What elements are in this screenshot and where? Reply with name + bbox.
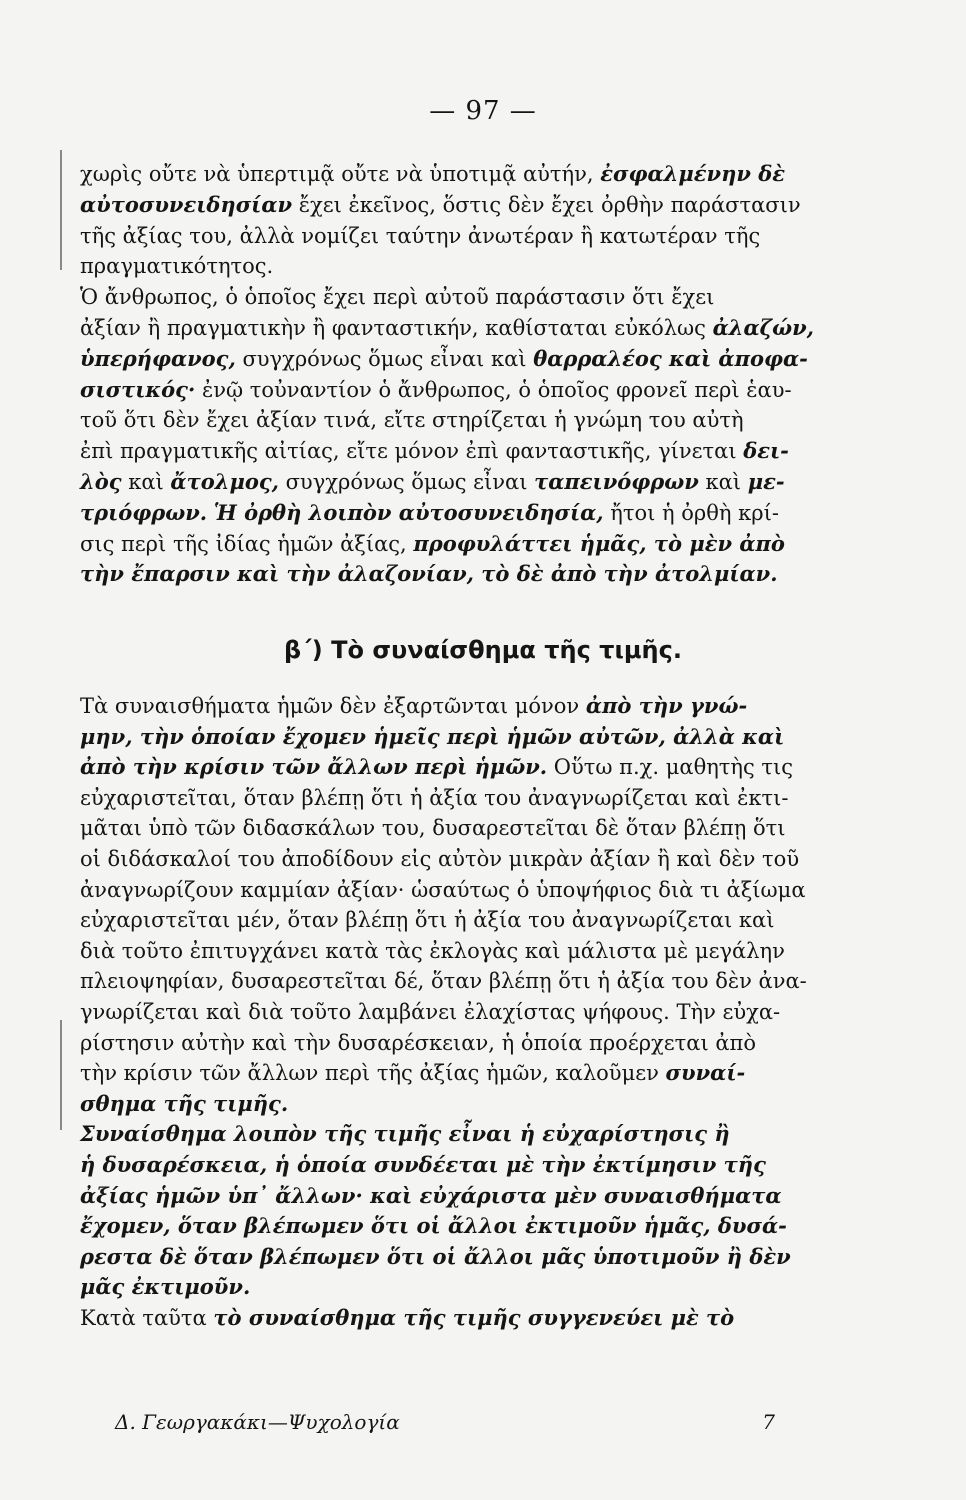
text-line bbox=[80, 252, 780, 280]
emphasis-text: τὸ συναίσθημα τῆς τιμῆς συγγενεύει μὲ τὸ bbox=[213, 1305, 735, 1330]
plain-text: ἐνῷ τοὐναντίον ὁ ἄνθρωπος, ὁ ὁποῖος φρονεῖ περὶ ἑαυ- bbox=[195, 377, 792, 402]
text-line bbox=[80, 1090, 780, 1118]
emphasis-text: ἀλαζών, bbox=[712, 315, 814, 340]
section-heading: β΄) Τὸ συναίσθημα τῆς τιμῆς. bbox=[284, 636, 682, 664]
emphasis-text: τριόφρων. bbox=[80, 499, 208, 525]
plain-text: Ὁ ἄνθρωπος, ὁ ὁποῖος ἔχει περὶ αὐτοῦ παράστασιν ὅτι ἔχει bbox=[80, 285, 715, 310]
plain-text: τοῦ ὅτι δὲν ἔχει ἀξίαν τινά, εἴτε στηρίζεται ἡ γνώμη του αὐτὴ bbox=[80, 408, 744, 433]
plain-text: πραγματικότητος. bbox=[80, 254, 274, 279]
plain-text: καὶ bbox=[121, 470, 171, 494]
plain-text: ἔχει ἐκεῖνος, ὅστις δὲν ἔχει ὀρθὴν παράστασιν bbox=[292, 192, 801, 217]
text-line bbox=[80, 937, 785, 965]
plain-text: τὴν κρίσιν τῶν ἄλλων περὶ τῆς ἀξίας ἡμῶν, καλοῦμεν bbox=[80, 1061, 666, 1086]
plain-text: χωρὶς οὔτε νὰ ὑπερτιμᾷ οὔτε νὰ ὑποτιμᾷ αὐτήν, bbox=[80, 162, 601, 186]
emphasis-text: ταπεινόφρων bbox=[534, 469, 699, 494]
emphasis-text: λὸς bbox=[80, 469, 122, 494]
text-line bbox=[80, 998, 780, 1026]
emphasis-text: τὴν ἔπαρσιν καὶ τὴν ἀλαζονίαν, τὸ δὲ ἀπὸ τὴν ἀτολμίαν. bbox=[80, 561, 778, 587]
text-line bbox=[80, 191, 801, 219]
text-line bbox=[80, 345, 808, 373]
text-line bbox=[80, 906, 780, 934]
plain-text: μᾶται ὑπὸ τῶν διδασκάλων του, δυσαρεστεῖται δὲ ὅταν βλέπῃ ὅτι bbox=[80, 816, 786, 841]
text-line bbox=[80, 692, 780, 720]
text-line bbox=[80, 1059, 780, 1087]
emphasis-text: δει- bbox=[743, 438, 789, 464]
emphasis-text: μην, τὴν ὁποίαν ἔχομεν ἡμεῖς περὶ ἡμῶν αὐτῶν, ἀλλὰ καὶ bbox=[80, 723, 785, 749]
plain-text: ἐπὶ πραγματικῆς αἰτίας, εἴτε μόνον ἐπὶ φανταστικῆς, γίνεται bbox=[80, 439, 744, 464]
emphasis-text: θαρραλέος καὶ ἀποφα- bbox=[533, 345, 808, 371]
text-line bbox=[80, 530, 785, 558]
emphasis-text: ὑπερήφανος, bbox=[80, 345, 236, 371]
page-number: — 97 — bbox=[429, 96, 537, 126]
emphasis-text: Συναίσθημα λοιπὸν τῆς τιμῆς εἶναι ἡ εὐχαρίστησις ἢ bbox=[80, 1121, 730, 1147]
emphasis-text: ρεστα δὲ ὅταν βλέπωμεν ὅτι οἱ ἄλλοι μᾶς ὑποτιμοῦν ἢ δὲν bbox=[80, 1243, 791, 1269]
text-line bbox=[80, 1304, 780, 1332]
text-line bbox=[80, 437, 789, 465]
text-line bbox=[80, 845, 800, 873]
plain-text: διὰ τοῦτο ἐπιτυγχάνει κατὰ τὰς ἐκλογὰς καὶ μάλιστα μὲ μεγάλην bbox=[80, 938, 785, 963]
emphasis-text: ἀπὸ τὴν κρίσιν τῶν ἄλλων περὶ ἡμῶν. bbox=[80, 754, 548, 780]
page-footer bbox=[115, 1410, 775, 1434]
text-line bbox=[80, 160, 786, 188]
text-line bbox=[80, 1212, 787, 1240]
text-line bbox=[80, 283, 780, 311]
plain-text: ἀναγνωρίζουν καμμίαν ἀξίαν· ὡσαύτως ὁ ὑποψήφιος διὰ τι ἀξίωμα bbox=[80, 877, 806, 902]
footer-author-title: Δ. Γεωργακάκι—Ψυχολογία bbox=[115, 1410, 400, 1434]
text-line bbox=[80, 406, 780, 434]
text-line bbox=[80, 784, 789, 812]
text-line bbox=[80, 723, 785, 751]
emphasis-text: ἀξίας ἡμῶν ὑπ᾿ ἄλλων· καὶ εὐχάριστα μὲν συναισθήματα bbox=[80, 1182, 782, 1208]
emphasis-text: Ἡ ὀρθὴ λοιπὸν αὐτοσυνειδησία, bbox=[213, 499, 604, 525]
plain-text: Τὰ συναισθήματα ἡμῶν δὲν ἐξαρτῶνται μόνον bbox=[80, 694, 586, 718]
text-line bbox=[80, 1273, 780, 1301]
plain-text: ἤτοι ἡ ὀρθὴ κρί- bbox=[603, 500, 779, 525]
plain-text: ἀξίαν ἢ πραγματικὴν ἢ φανταστικήν, καθίσταται εὐκόλως bbox=[80, 316, 713, 340]
plain-text: συγχρόνως ὅμως εἶναι bbox=[278, 470, 535, 494]
text-line bbox=[80, 1182, 780, 1210]
margin-line bbox=[60, 150, 62, 270]
plain-text bbox=[207, 501, 214, 525]
margin-line bbox=[60, 1020, 62, 1130]
emphasis-text: σιστικός· bbox=[80, 376, 196, 402]
emphasis-text: ἔχομεν, ὅταν βλέπωμεν ὅτι οἱ ἄλλοι ἐκτιμοῦν ἡμᾶς, δυσά- bbox=[80, 1213, 787, 1239]
text-line bbox=[80, 1120, 780, 1148]
text-line bbox=[80, 876, 806, 904]
plain-text: ρίστησιν αὐτὴν καὶ τὴν δυσαρέσκειαν, ἡ ὁποία προέρχεται ἀπὸ bbox=[80, 1030, 756, 1055]
text-line bbox=[80, 499, 780, 527]
plain-text: Κατὰ ταῦτα bbox=[80, 1306, 214, 1330]
plain-text: καὶ bbox=[698, 470, 748, 494]
text-line bbox=[80, 814, 786, 842]
text-line bbox=[80, 1029, 780, 1057]
emphasis-text: συναί- bbox=[665, 1060, 746, 1086]
plain-text: Οὕτω π.χ. μαθητὴς τις bbox=[547, 755, 794, 780]
emphasis-text: με- bbox=[747, 469, 785, 494]
text-line bbox=[80, 314, 814, 342]
text-line bbox=[80, 468, 785, 496]
emphasis-text: ἄτολμος, bbox=[170, 469, 279, 494]
plain-text: συγχρόνως ὅμως εἶναι καὶ bbox=[235, 346, 534, 371]
text-line bbox=[80, 1243, 791, 1271]
emphasis-text: ἡ δυσαρέσκεια, ἡ ὁποία συνδέεται μὲ τὴν ἐκτίμησιν τῆς bbox=[80, 1152, 766, 1177]
emphasis-text: προφυλάττει ἡμᾶς, τὸ μὲν ἀπὸ bbox=[413, 530, 785, 556]
text-line bbox=[80, 376, 792, 404]
emphasis-text: μᾶς ἐκτιμοῦν. bbox=[80, 1274, 251, 1300]
plain-text: οἱ διδάσκαλοί του ἀποδίδουν εἰς αὐτὸν μικρὰν ἀξίαν ἢ καὶ δὲν τοῦ bbox=[80, 847, 800, 871]
text-line bbox=[80, 967, 807, 995]
plain-text: εὐχαριστεῖται μέν, ὅταν βλέπῃ ὅτι ἡ ἀξία του ἀναγνωρίζεται καὶ bbox=[80, 908, 775, 933]
plain-text: τῆς ἀξίας του, ἀλλὰ νομίζει ταύτην ἀνωτέραν ἢ κατωτέραν τῆς bbox=[80, 223, 761, 248]
footer-signature-mark: 7 bbox=[762, 1410, 775, 1434]
plain-text: σις περὶ τῆς ἰδίας ἡμῶν ἀξίας, bbox=[80, 531, 414, 556]
text-line bbox=[80, 222, 780, 250]
emphasis-text: αὐτοσυνειδησίαν bbox=[80, 191, 293, 217]
plain-text: εὐχαριστεῖται, ὅταν βλέπῃ ὅτι ἡ ἀξία του ἀναγνωρίζεται καὶ ἐκτι- bbox=[80, 785, 789, 810]
text-line bbox=[80, 753, 794, 781]
text-line bbox=[80, 1151, 780, 1179]
plain-text: πλειοψηφίαν, δυσαρεστεῖται δέ, ὅταν βλέπῃ ὅτι ἡ ἀξία του δὲν ἀνα- bbox=[80, 969, 807, 994]
emphasis-text: σθημα τῆς τιμῆς. bbox=[80, 1090, 289, 1116]
plain-text: γνωρίζεται καὶ διὰ τοῦτο λαμβάνει ἐλαχίστας ψήφους. Τὴν εὐχα- bbox=[80, 1000, 781, 1024]
text-line bbox=[80, 560, 780, 588]
emphasis-text: ἀπὸ τὴν γνώ- bbox=[585, 693, 748, 718]
emphasis-text: ἐσφαλμένην δὲ bbox=[600, 161, 786, 186]
